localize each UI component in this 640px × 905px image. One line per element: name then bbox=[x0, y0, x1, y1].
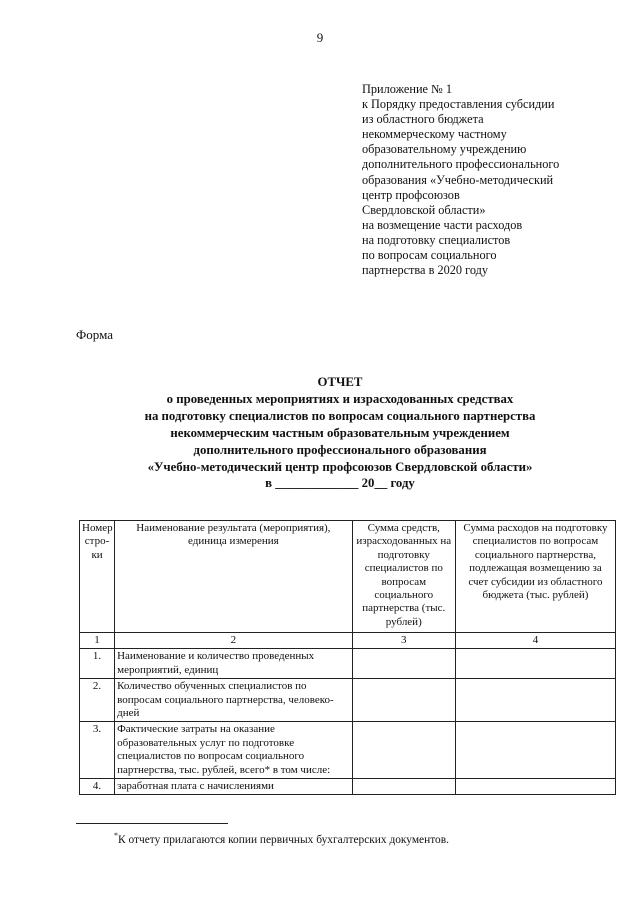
column-number: 2 bbox=[115, 633, 353, 649]
appendix-line: центр профсоюзов bbox=[362, 187, 460, 202]
table-row bbox=[80, 722, 616, 779]
appendix-line: на подготовку специалистов bbox=[362, 232, 511, 247]
row-name: Фактические затраты на оказание образовательных услуг по подготовке специалистов по вопросам социального партнерства, тыс. рублей, всего* в том числе: bbox=[115, 722, 353, 779]
column-number: 4 bbox=[455, 633, 615, 649]
header-sum-spent: Сумма средств, израсходованных на подготовку специалистов по вопросам социального партнерства (тыс. рублей) bbox=[352, 521, 455, 633]
header-sum-reimbursed: Сумма расходов на подготовку специалистов по вопросам социального партнерства, подлежащая возмещению за счет субсидии из областного бюджета (тыс. рублей) bbox=[455, 521, 615, 633]
row-sum-spent bbox=[352, 649, 455, 679]
page-number: 9 bbox=[316, 30, 324, 45]
row-name: заработная плата с начислениями bbox=[115, 779, 353, 795]
table-row bbox=[80, 649, 616, 679]
row-sum-reimbursed bbox=[455, 722, 615, 779]
row-name: Количество обученных специалистов по вопросам социального партнерства, человеко-дней bbox=[115, 679, 353, 722]
column-number: 3 bbox=[352, 633, 455, 649]
report-table bbox=[79, 520, 616, 795]
footnote-marker: * bbox=[114, 831, 118, 840]
appendix-line: Свердловской области» bbox=[362, 202, 486, 217]
row-number: 1. bbox=[80, 649, 115, 679]
title-line: на подготовку специалистов по вопросам социального партнерства bbox=[144, 408, 536, 423]
row-number: 2. bbox=[80, 679, 115, 722]
appendix-line: дополнительного профессионального bbox=[362, 157, 560, 172]
appendix-line: на возмещение части расходов bbox=[362, 217, 523, 232]
appendix-line: по вопросам социального bbox=[362, 248, 497, 263]
row-sum-spent bbox=[352, 779, 455, 795]
appendix-line: образовательному учреждению bbox=[362, 142, 527, 157]
appendix-block bbox=[362, 82, 622, 278]
appendix-line: образования «Учебно-методический bbox=[362, 172, 554, 187]
title-line: дополнительного профессионального образования bbox=[193, 442, 487, 457]
appendix-line: из областного бюджета bbox=[362, 112, 484, 127]
column-number: 1 bbox=[80, 633, 115, 649]
title-line: «Учебно-методический центр профсоюзов Свердловской области» bbox=[147, 459, 533, 474]
report-title bbox=[60, 374, 620, 492]
table-row bbox=[80, 679, 616, 722]
form-label: Форма bbox=[76, 327, 113, 342]
header-row-number: Номер стро-ки bbox=[80, 521, 115, 633]
title-line: о проведенных мероприятиях и израсходованных средствах bbox=[166, 391, 514, 406]
row-sum-reimbursed bbox=[455, 679, 615, 722]
appendix-line: партнерства в 2020 году bbox=[362, 263, 489, 278]
title-line: некоммерческим частным образовательным учреждением bbox=[170, 425, 510, 440]
row-name: Наименование и количество проведенных мероприятий, единиц bbox=[115, 649, 353, 679]
column-number-row bbox=[80, 633, 616, 649]
row-sum-spent bbox=[352, 722, 455, 779]
row-sum-spent bbox=[352, 679, 455, 722]
header-result-name: Наименование результата (мероприятия), единица измерения bbox=[115, 521, 353, 633]
table-row bbox=[80, 779, 616, 795]
table-header-row bbox=[80, 521, 616, 633]
footnote bbox=[114, 831, 449, 846]
appendix-line: некоммерческому частному bbox=[362, 127, 507, 142]
title-line: в _____________ 20__ году bbox=[265, 476, 415, 491]
footnote-text: К отчету прилагаются копии первичных бухгалтерских документов. bbox=[118, 833, 449, 846]
row-number: 4. bbox=[80, 779, 115, 795]
report-heading: ОТЧЕТ bbox=[317, 375, 363, 389]
row-sum-reimbursed bbox=[455, 779, 615, 795]
appendix-line: Приложение № 1 bbox=[362, 82, 453, 96]
footnote-divider bbox=[76, 823, 228, 824]
appendix-line: к Порядку предоставления субсидии bbox=[362, 97, 555, 112]
row-sum-reimbursed bbox=[455, 649, 615, 679]
row-number: 3. bbox=[80, 722, 115, 779]
